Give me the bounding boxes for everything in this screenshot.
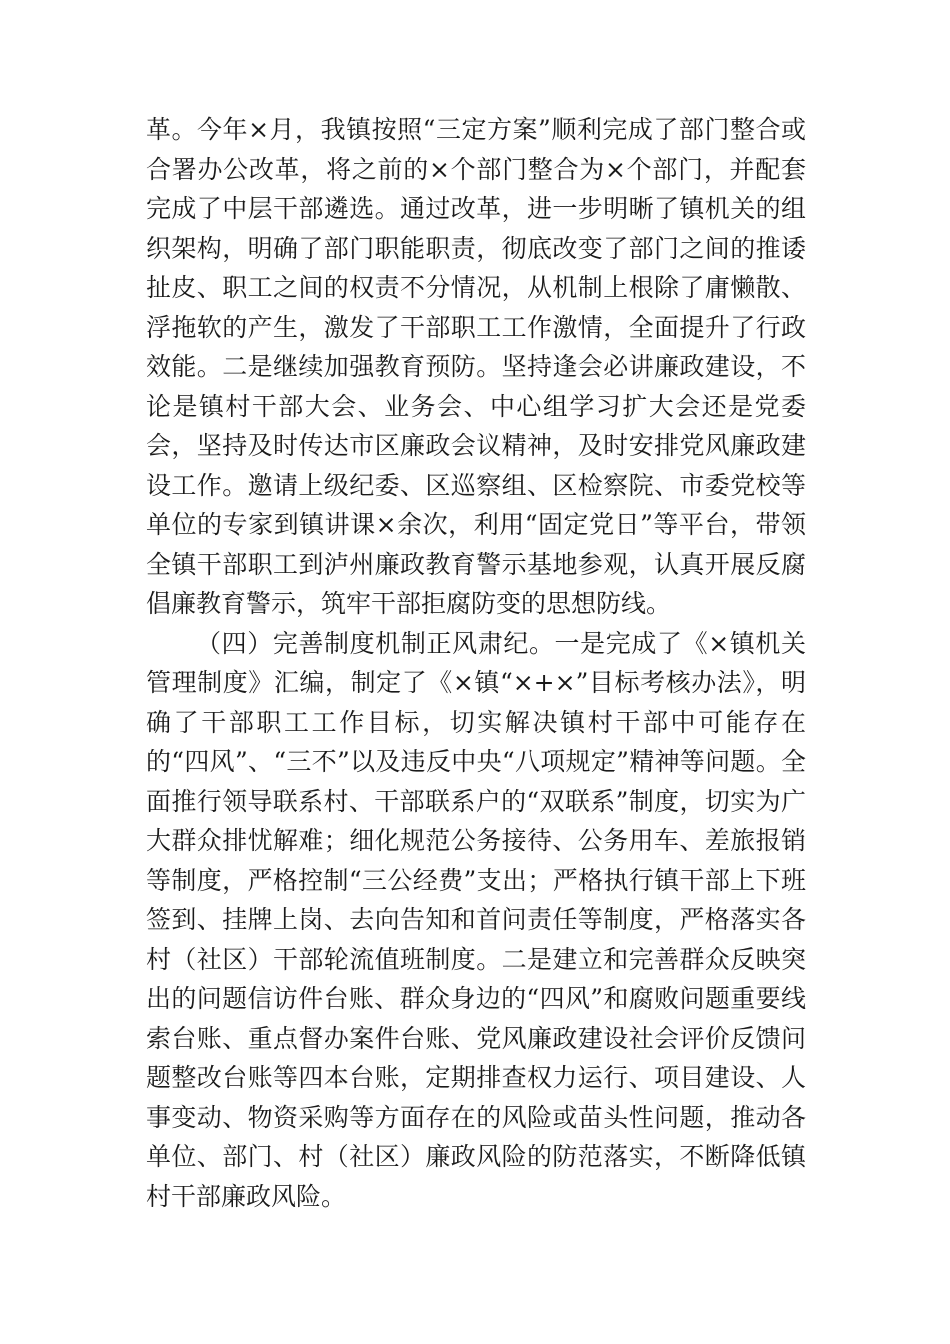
paragraph-section-four: （四）完善制度机制正风肃纪。一是完成了《×镇机关管理制度》汇编，制定了《×镇“×+×”目标考核办法》，明确了干部职工工作目标，切实解决镇村干部中可能存在的“四风”、“三不”以及违反中央“八项规定”精神等问题。全面推行领导联系村、干部联系户的“双联系”制度，切实为广大群众排忧解难；细化规范公务接待、公务用车、差旅报销等制度，严格控制“三公经费”支出；严格执行镇干部上下班签到、挂牌上岗、去向告知和首问责任等制度，严格落实各村（社区）干部轮流值班制度。二是建立和完善群众反映突出的问题信访件台账、群众身边的“四风”和腐败问题重要线索台账、重点督办案件台账、党风廉政建设社会评价反馈问题整改台账等四本台账，定期排查权力运行、项目建设、人事变动、物资采购等方面存在的风险或苗头性问题，推动各单位、部门、村（社区）廉政风险的防范落实，不断降低镇村干部廉政风险。 — [146, 628, 806, 1211]
paragraph-continuation: 革。今年×月，我镇按照“三定方案”顺利完成了部门整合或合署办公改革，将之前的×个部门整合为×个部门，并配套完成了中层干部遴选。通过改革，进一步明晰了镇机关的组织架构，明确了部门职能职责，彻底改变了部门之间的推诿扯皮、职工之间的权责不分情况，从机制上根除了庸懒散、浮拖软的产生，激发了干部职工工作激情，全面提升了行政效能。二是继续加强教育预防。坚持逢会必讲廉政建设，不论是镇村干部大会、业务会、中心组学习扩大会还是党委会，坚持及时传达市区廉政会议精神，及时安排党风廉政建设工作。邀请上级纪委、区巡察组、区检察院、市委党校等单位的专家到镇讲课×余次，利用“固定党日”等平台，带领全镇干部职工到泸州廉政教育警示基地参观，认真开展反腐倡廉教育警示，筑牢干部拒腐防变的思想防线。 — [146, 115, 806, 618]
document-body — [146, 110, 806, 1216]
